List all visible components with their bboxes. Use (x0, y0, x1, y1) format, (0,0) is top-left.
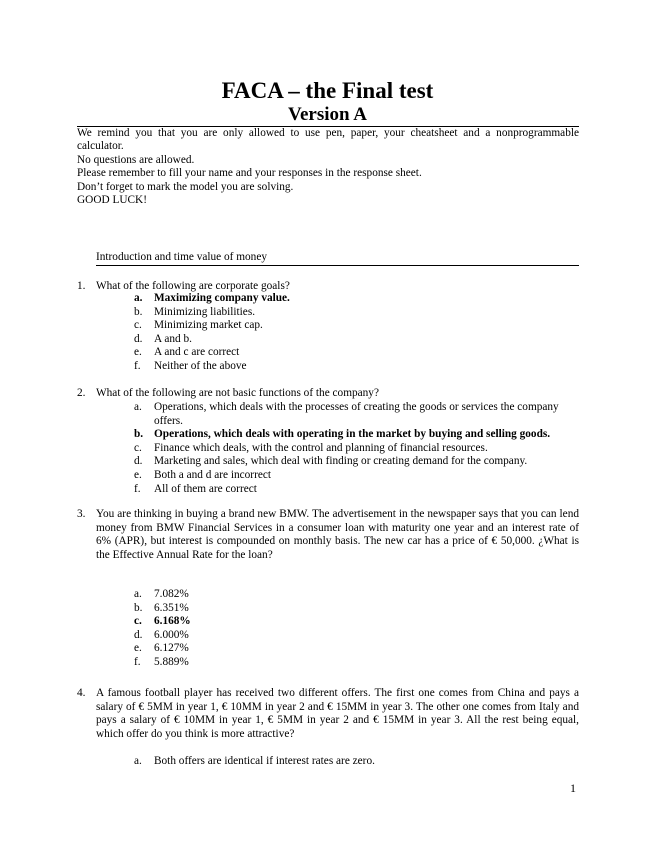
option-letter: f. (134, 482, 141, 495)
question-3-options (134, 588, 579, 670)
question-number: 2. (77, 387, 86, 399)
option (134, 333, 579, 347)
instructions (77, 127, 579, 207)
option-letter: b. (134, 428, 144, 441)
option-letter: b. (134, 601, 143, 614)
option (134, 755, 579, 769)
option-text: 6.168% (154, 615, 191, 628)
option-letter: a. (134, 588, 142, 600)
question-text: What of the following are not basic functions of the company? (96, 387, 379, 399)
option-letter: f. (134, 359, 141, 372)
option-correct (134, 615, 579, 629)
option-letter: c. (134, 441, 142, 454)
option-correct (134, 428, 579, 442)
option (134, 306, 579, 320)
option (134, 442, 579, 456)
option-text: Neither of the above (154, 359, 247, 372)
option (134, 656, 579, 670)
option-text: 6.351% (154, 601, 189, 614)
document-subtitle: Version A (287, 104, 367, 125)
option-text: Both a and d are incorrect (154, 468, 271, 481)
option-letter: a. (134, 401, 142, 413)
option-letter: d. (134, 332, 143, 345)
option-letter: d. (134, 628, 143, 641)
option (134, 629, 579, 643)
option-letter: e. (134, 642, 142, 655)
option (134, 401, 579, 428)
option-text: 6.127% (154, 642, 189, 655)
option-text: A and c are correct (154, 346, 240, 359)
instruction-line: Don’t forget to mark the model you are solving. (77, 180, 294, 193)
option-letter: b. (134, 305, 143, 318)
option-letter: f. (134, 655, 141, 668)
question-text: A famous football player has received two different offers. The first one comes from China and pays a salary of € 5MM in year 1, € 10MM in year 2 and € 15MM in year 3. The other one comes from Italy and pays a salary of € 10MM in year 1, € 5MM in year 2 and € 15MM in year 3. All the rest being equal, which offer do you think is more attractive? (96, 687, 579, 740)
option-letter: d. (134, 455, 143, 468)
option-letter: e. (134, 468, 142, 481)
option (134, 360, 579, 374)
instruction-line: GOOD LUCK! (77, 194, 147, 207)
option-text: 7.082% (154, 588, 189, 600)
option-letter: c. (134, 319, 142, 332)
question-4-options (134, 755, 579, 769)
instruction-line: Please remember to fill your name and your responses in the response sheet. (77, 167, 422, 180)
option-text: 6.000% (154, 628, 189, 641)
option (134, 642, 579, 656)
question-1-options (134, 292, 579, 374)
question-2-options (134, 401, 579, 496)
option (134, 483, 579, 497)
option-letter: a. (134, 755, 142, 767)
question-text: What of the following are corporate goals? (96, 280, 290, 292)
option-letter: c. (134, 615, 142, 628)
option (134, 455, 579, 469)
question-number: 4. (77, 687, 86, 699)
instruction-line: No questions are allowed. (77, 153, 195, 166)
section-title: Introduction and time value of money (96, 251, 267, 263)
question-text: You are thinking in buying a brand new BMW. The advertisement in the newspaper says that you can lend money from BMW Financial Services in a consumer loan with maturity one year and an interest rate of 6% (APR), but interest is compounded on monthly basis. The new car has a price of € 50,000. ¿What is the Effective Annual Rate for the loan? (96, 508, 579, 561)
option-letter: e. (134, 346, 142, 359)
option-text: A and b. (154, 332, 192, 345)
page-number: 1 (570, 781, 576, 795)
question-number: 1. (77, 280, 86, 292)
option-text: Operations, which deals with the processes of creating the goods or services the company offers. (154, 401, 559, 427)
option-letter: a. (134, 292, 143, 304)
instruction-line: We remind you that you are only allowed to use pen, paper, your cheatsheet and a nonprogrammable calculator. (77, 127, 579, 153)
question-number: 3. (77, 508, 86, 520)
document-title: FACA – the Final test (221, 78, 434, 103)
option (134, 469, 579, 483)
option-text: Marketing and sales, which deal with finding or creating demand for the company. (154, 455, 528, 468)
option-text: Operations, which deals with operating in the market by buying and selling goods. (154, 428, 551, 441)
option-text: Minimizing liabilities. (154, 305, 256, 318)
option-correct (134, 292, 579, 306)
option-text: 5.889% (154, 655, 189, 668)
option-text: Maximizing company value. (154, 292, 290, 304)
option (134, 588, 579, 602)
option-text: Both offers are identical if interest rates are zero. (154, 755, 375, 767)
option (134, 319, 579, 333)
option (134, 602, 579, 616)
option-text: Finance which deals, with the control and planning of financial resources. (154, 441, 488, 454)
option (134, 346, 579, 360)
section-rule (96, 265, 579, 266)
option-text: All of them are correct (154, 482, 257, 495)
option-text: Minimizing market cap. (154, 319, 263, 332)
